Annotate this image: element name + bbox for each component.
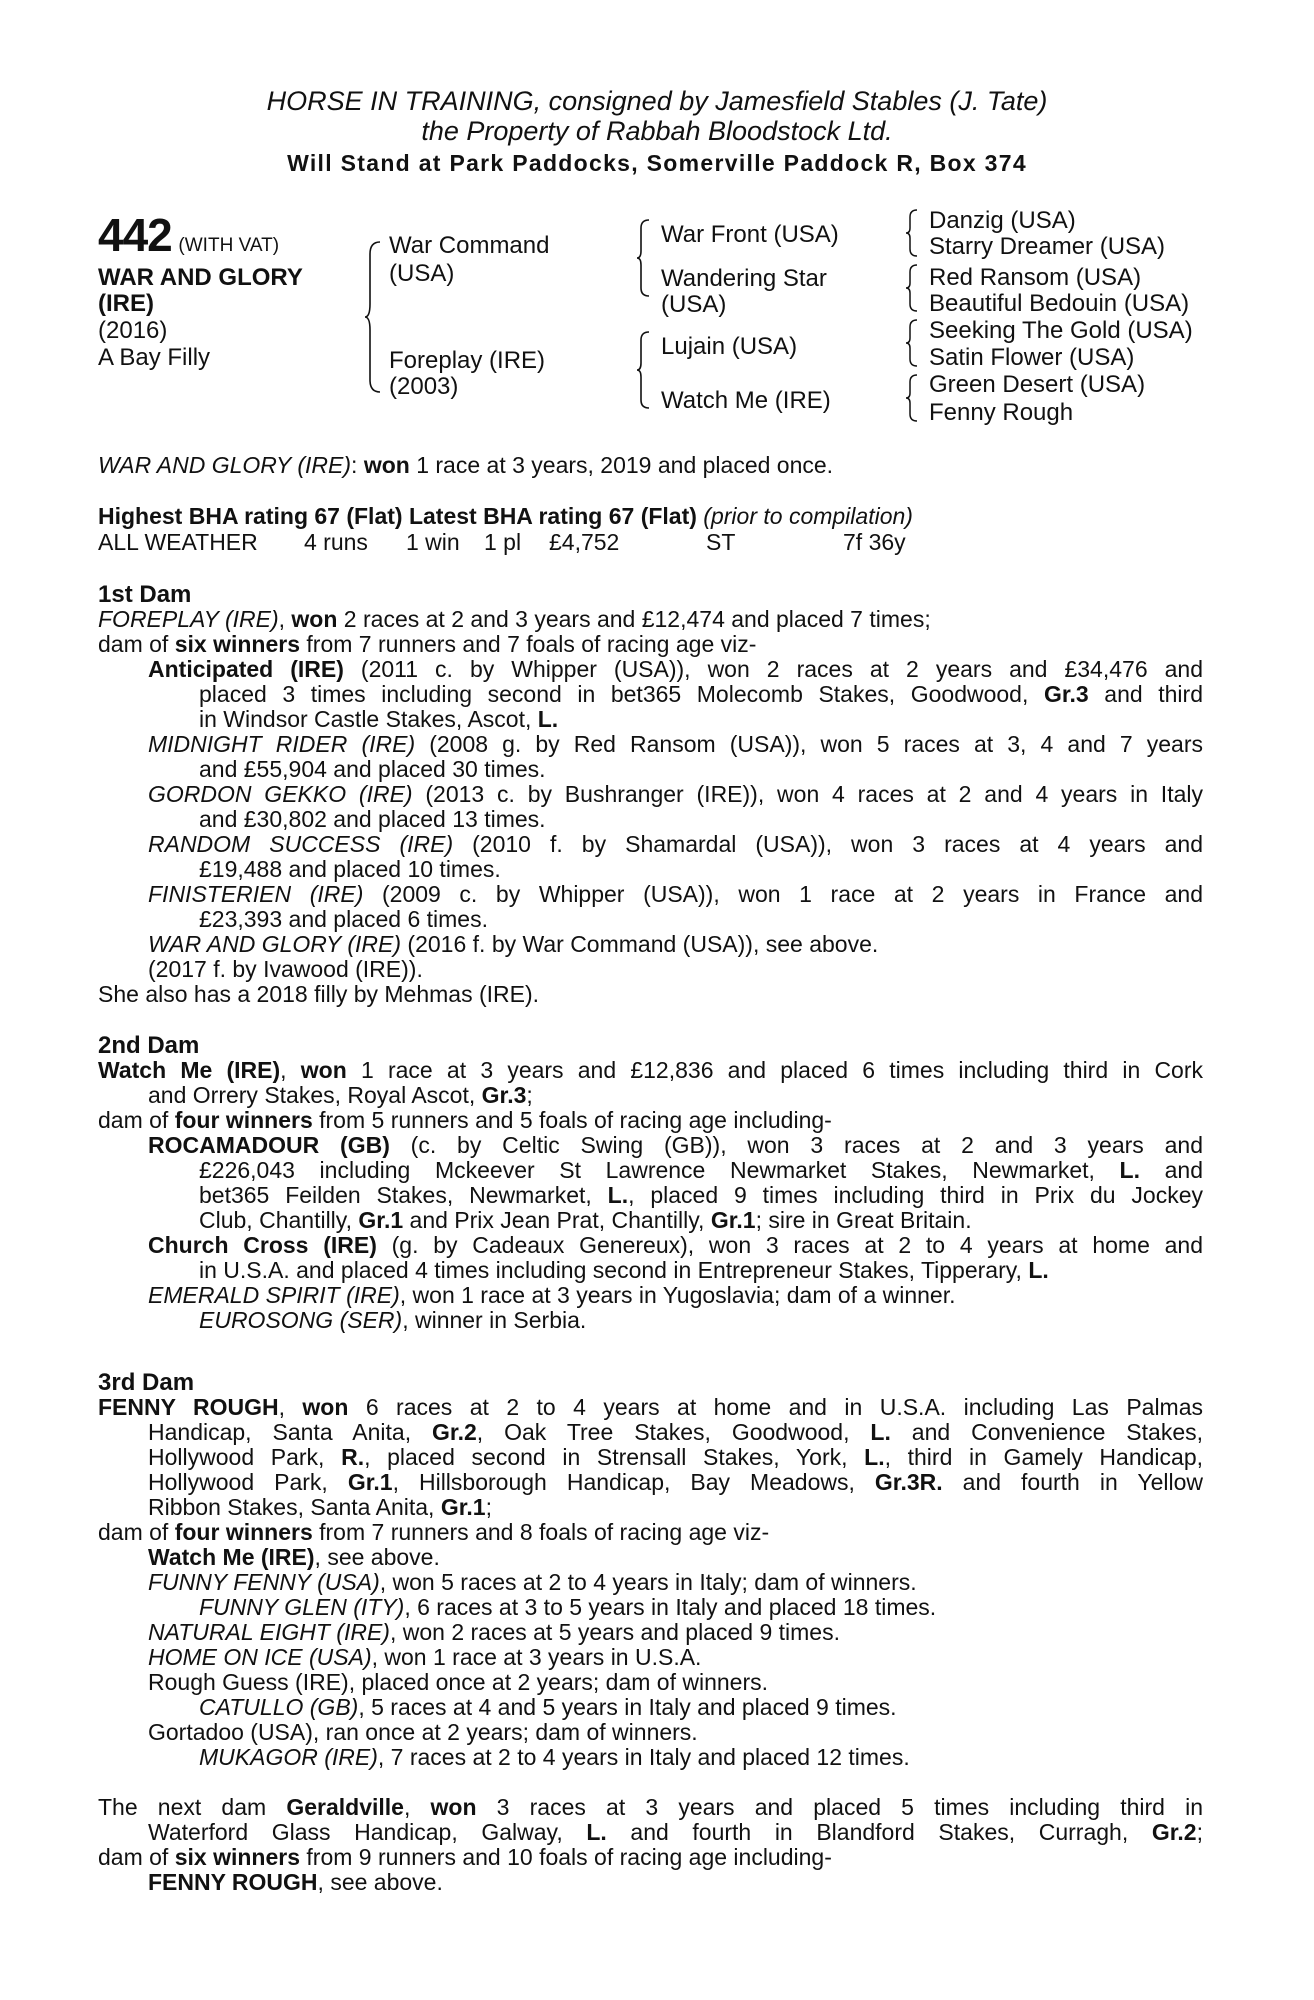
produce-funny-fenny: FUNNY FENNY (USA), won 5 races at 2 to 4 years in Italy; dam of winners.: [148, 1569, 917, 1595]
third-dam-produce-summary: dam of four winners from 7 runners and 8 foals of racing age viz-: [98, 1519, 770, 1545]
produce-catullo: CATULLO (GB), 5 races at 4 and 5 years in Italy and placed 9 times.: [199, 1694, 897, 1720]
horse-year: (2016): [98, 317, 168, 344]
sire-dam-line1: Wandering Star: [661, 265, 827, 292]
produce-gortadoo: Gortadoo (USA), ran once at 2 years; dam of winners.: [148, 1719, 698, 1745]
produce-mukagor: MUKAGOR (IRE), 7 races at 2 to 4 years in Italy and placed 12 times.: [199, 1744, 910, 1770]
lot-number: 442: [98, 209, 172, 261]
produce-emerald-spirit: EMERALD SPIRIT (IRE), won 1 race at 3 years in Yugoslavia; dam of a winner.: [148, 1282, 956, 1308]
dam-line-brace: [636, 330, 654, 410]
vat-label: (WITH VAT): [178, 235, 280, 256]
produce-rough-guess: Rough Guess (IRE), placed once at 2 years; dam of winners.: [148, 1669, 769, 1695]
second-dam-record-cont: and Orrery Stakes, Royal Ascot, Gr.3;: [148, 1082, 533, 1108]
ggp-1: Danzig (USA): [929, 207, 1076, 234]
produce-finisterien: FINISTERIEN (IRE) (2009 c. by Whipper (USA)), won 1 race at 2 years in France and: [148, 881, 1203, 907]
dam-name-line1: Foreplay (IRE): [389, 347, 546, 374]
horse-name-line2: (IRE): [98, 290, 154, 317]
ggp-7: Green Desert (USA): [929, 371, 1146, 398]
next-dam-record: The next dam Geraldville, won 3 races at 3 years and placed 5 times including third in: [98, 1794, 1203, 1820]
produce-church-cross-cont: in U.S.A. and placed 4 times including second in Entrepreneur Stakes, Tipperary, L.: [199, 1257, 1049, 1283]
next-dam-record-cont: Waterford Glass Handicap, Galway, L. and fourth in Blandford Stakes, Curragh, Gr.2;: [148, 1819, 1203, 1845]
horse-name-line1: WAR AND GLORY: [98, 264, 303, 291]
ggp-5: Seeking The Gold (USA): [929, 317, 1193, 344]
header-owner: the Property of Rabbah Bloodstock Ltd.: [421, 116, 893, 146]
produce-rocamadour-cont2: bet365 Feilden Stakes, Newmarket, L., placed 9 times including third in Prix du Jockey: [199, 1182, 1203, 1208]
produce-anticipated-cont2: in Windsor Castle Stakes, Ascot, L.: [199, 706, 559, 732]
third-dam-record-cont4: Ribbon Stakes, Santa Anita, Gr.1;: [148, 1494, 492, 1520]
header-location: Will Stand at Park Paddocks, Somerville Paddock R, Box 374: [287, 150, 1027, 176]
produce-funny-glen: FUNNY GLEN (ITY), 6 races at 3 to 5 years in Italy and placed 18 times.: [199, 1594, 937, 1620]
produce-natural-eight: NATURAL EIGHT (IRE), won 2 races at 5 years and placed 9 times.: [148, 1619, 840, 1645]
sire-sire: War Front (USA): [661, 221, 839, 248]
ggp-8: Fenny Rough: [929, 399, 1074, 426]
first-dam-also: She also has a 2018 filly by Mehmas (IRE).: [98, 981, 540, 1007]
dam-dam: Watch Me (IRE): [661, 387, 831, 414]
sire-line-brace: [636, 218, 654, 298]
horse-description: A Bay Filly: [98, 344, 211, 371]
ggp-4: Beautiful Bedouin (USA): [929, 290, 1190, 317]
ggp-2: Starry Dreamer (USA): [929, 233, 1166, 260]
produce-midnight-rider: MIDNIGHT RIDER (IRE) (2008 g. by Red Ransom (USA)), won 5 races at 3, 4 and 7 years: [148, 731, 1203, 757]
produce-watch-me: Watch Me (IRE), see above.: [148, 1544, 440, 1570]
next-dam-produce-summary: dam of six winners from 9 runners and 10 foals of racing age including-: [98, 1844, 832, 1870]
produce-anticipated-cont1: placed 3 times including second in bet365 Molecomb Stakes, Goodwood, Gr.3 and third: [199, 681, 1203, 707]
ggp-3: Red Ransom (USA): [929, 264, 1142, 291]
third-dam-record-cont1: Handicap, Santa Anita, Gr.2, Oak Tree Stakes, Goodwood, L. and Convenience Stakes,: [148, 1419, 1204, 1445]
produce-anticipated: Anticipated (IRE) (2011 c. by Whipper (USA)), won 2 races at 2 years and £34,476 and: [148, 656, 1203, 682]
produce-fenny-rough: FENNY ROUGH, see above.: [148, 1869, 443, 1895]
produce-random-success-cont: £19,488 and placed 10 times.: [199, 856, 501, 882]
third-dam-record-cont3: Hollywood Park, Gr.1, Hillsborough Handicap, Bay Meadows, Gr.3R. and fourth in Yellow: [148, 1469, 1203, 1495]
g-brace-3: [905, 318, 921, 368]
produce-random-success: RANDOM SUCCESS (IRE) (2010 f. by Shamardal (USA)), won 3 races at 4 years and: [148, 831, 1203, 857]
third-dam-record: FENNY ROUGH, won 6 races at 2 to 4 years at home and in U.S.A. including Las Palmas: [98, 1394, 1204, 1420]
race-summary: WAR AND GLORY (IRE): won 1 race at 3 years, 2019 and placed once.: [98, 452, 834, 478]
sire-dam-line2: (USA): [661, 291, 727, 318]
dam-sire: Lujain (USA): [661, 333, 798, 360]
ggp-6: Satin Flower (USA): [929, 344, 1135, 371]
produce-war-and-glory: WAR AND GLORY (IRE) (2016 f. by War Command (USA)), see above.: [148, 931, 879, 957]
produce-rocamadour: ROCAMADOUR (GB) (c. by Celtic Swing (GB)), won 3 races at 2 and 3 years and: [148, 1132, 1203, 1158]
bha-rating: Highest BHA rating 67 (Flat) Latest BHA rating 67 (Flat) (prior to compilation): [98, 503, 913, 529]
g-brace-1: [905, 208, 921, 258]
g-brace-4: [905, 373, 921, 423]
third-dam-record-cont2: Hollywood Park, R., placed second in Strensall Stakes, York, L., third in Gamely Handicap,: [148, 1444, 1203, 1470]
second-dam-produce-summary: dam of four winners from 5 runners and 5 foals of racing age including-: [98, 1107, 832, 1133]
sire-name-line2: (USA): [389, 260, 455, 287]
lot-number-row: [98, 209, 280, 261]
first-dam-produce-summary: dam of six winners from 7 runners and 7 foals of racing age viz-: [98, 631, 757, 657]
produce-2017-foal: (2017 f. by Ivawood (IRE)).: [148, 956, 423, 982]
header-consignor: HORSE IN TRAINING, consigned by Jamesfield Stables (J. Tate): [266, 86, 1048, 116]
produce-gordon-gekko-cont: and £30,802 and placed 13 times.: [199, 806, 546, 832]
produce-rocamadour-cont1: £226,043 including Mckeever St Lawrence Newmarket Stakes, Newmarket, L. and: [199, 1157, 1203, 1183]
produce-finisterien-cont: £23,393 and placed 6 times.: [199, 906, 488, 932]
second-dam-record: Watch Me (IRE), won 1 race at 3 years and £12,836 and placed 6 times including third in Cork: [98, 1057, 1204, 1083]
third-dam-heading: 3rd Dam: [98, 1369, 195, 1396]
sire-dam-brace: [364, 240, 386, 394]
produce-church-cross: Church Cross (IRE) (g. by Cadeaux Genereux), won 3 races at 2 to 4 years at home and: [148, 1232, 1203, 1258]
catalogue-page: HORSE IN TRAINING, consigned by Jamesfield Stables (J. Tate) the Property of Rabbah Bloodstock Ltd. Will Stand at Park Paddocks, Somerville Paddock R, Box 374 442 (WITH VAT) WAR AND GLORY (IRE) (2016) A Bay Filly War Command (USA) Foreplay (IRE) (2003) War Front (USA) Wandering Star (USA) Lujain (USA) Watch Me (IRE) Danzig (USA) Starry Dreamer (USA) Red Ransom (USA) Beautiful Bedouin (USA) Seeking The Gold (USA) Satin Flower (USA) Green Desert (USA) Fenny Rough WAR AND GLORY (IRE): won 1 race at 3 years, 2019 and placed once. Highest BHA rating 67 (Flat) Latest BHA rating 67 (Flat) (prior to compilation) ALL WEATHER 4 runs 1 win 1 pl £4,752 ST 7f 36y 1st Dam FOREPLAY (IRE), won 2 races at 2 and 3 years and £12,474 and placed 7 times; dam of six winners from 7 runners and 7 foals of racing age viz- Anticipated (IRE) (2011 c. by Whipper (USA)), won 2 races at 2 years and £34,476 and placed 3 times including second in bet365 Molecomb Stakes, Goodwood, Gr.3 and third in Windsor Castle Stakes, Ascot, L. MIDNIGHT RIDER (IRE) (2008 g. by Red Ransom (USA)), won 5 races at 3, 4 and 7 years and £55,904 and placed 30 times. GORDON GEKKO (IRE) (2013 c. by Bushranger (IRE)), won 4 races at 2 and 4 years in Italy and £30,802 and placed 13 times. RANDOM SUCCESS (IRE) (2010 f. by Shamardal (USA)), won 3 races at 4 years and £19,488 and placed 10 times. FINISTERIEN (IRE) (2009 c. by Whipper (USA)), won 1 race at 2 years in France and £23,393 and placed 6 times. WAR AND GLORY (IRE) (2016 f. by War Command (USA)), see above. (2017 f. by Ivawood (IRE)). She also has a 2018 filly by Mehmas (IRE). 2nd Dam Watch Me (IRE), won 1 race at 3 years and £12,836 and placed 6 times including third in Cork and Orrery Stakes, Royal Ascot, Gr.3; dam of four winners from 5 runners and 5 foals of racing age including- ROCAMADOUR (GB) (c. by Celtic Swing (GB)), won 3 races at 2 and 3 years and £226,043 including Mckeever St Lawrence Newmarket Stakes, Newmarket, L. and bet365 Feilden Stakes, Newmarket, L., placed 9 times including third in Prix du Jockey Club, Chantilly, Gr.1 and Prix Jean Prat, Chantilly, Gr.1; sire in Great Britain. Church Cross (IRE) (g. by Cadeaux Genereux), won 3 races at 2 to 4 years at home and in U.S.A. and placed 4 times including second in Entrepreneur Stakes, Tipperary, L. EMERALD SPIRIT (IRE), won 1 race at 3 years in Yugoslavia; dam of a winner. EUROSONG (SER), winner in Serbia. 3rd Dam FENNY ROUGH, won 6 races at 2 to 4 years at home and in U.S.A. including Las Palmas Handicap, Santa Anita, Gr.2, Oak Tree Stakes, Goodwood, L. and Convenience Stakes, Hollywood Park, R., placed second in Strensall Stakes, York, L., third in Gamely Handicap, Hollywood Park, Gr.1, Hillsborough Handicap, Bay Meadows, Gr.3R. and fourth in Yellow Ribbon Stakes, Santa Anita, Gr.1; dam of four winners from 7 runners and 8 foals of racing age viz- Watch Me (IRE), see above. FUNNY FENNY (USA), won 5 races at 2 to 4 years in Italy; dam of winners. FUNNY GLEN (ITY), 6 races at 3 to 5 years in Italy and placed 18 times. NATURAL EIGHT (IRE), won 2 races at 5 years and placed 9 times. HOME ON ICE (USA), won 1 race at 3 years in U.S.A. Rough Guess (IRE), placed once at 2 years; dam of winners. CATULLO (GB), 5 races at 4 and 5 years in Italy and placed 9 times. Gortadoo (USA), ran once at 2 years; dam of winners. MUKAGOR (IRE), 7 races at 2 to 4 years in Italy and placed 12 times. The next dam Geraldville, won 3 races at 3 years and placed 5 times including third in Waterford Glass Handicap, Galway, L. and fourth in Blandford Stakes, Curragh, Gr.2; dam of six winners from 9 runners and 10 foals of racing age including- FENNY ROUGH, see above.: [0, 0, 1314, 2000]
produce-rocamadour-cont3: Club, Chantilly, Gr.1 and Prix Jean Prat, Chantilly, Gr.1; sire in Great Britain.: [199, 1207, 972, 1233]
sire-name-line1: War Command: [389, 232, 550, 259]
produce-gordon-gekko: GORDON GEKKO (IRE) (2013 c. by Bushranger (IRE)), won 4 races at 2 and 4 years in Italy: [148, 781, 1203, 807]
first-dam-heading: 1st Dam: [98, 581, 192, 608]
produce-midnight-rider-cont: and £55,904 and placed 30 times.: [199, 756, 546, 782]
g-brace-2: [905, 263, 921, 313]
produce-eurosong: EUROSONG (SER), winner in Serbia.: [199, 1307, 587, 1333]
second-dam-heading: 2nd Dam: [98, 1032, 200, 1059]
produce-home-on-ice: HOME ON ICE (USA), won 1 race at 3 years in U.S.A.: [148, 1644, 702, 1670]
dam-name-line2: (2003): [389, 373, 459, 400]
first-dam-record: FOREPLAY (IRE), won 2 races at 2 and 3 years and £12,474 and placed 7 times;: [98, 606, 931, 632]
